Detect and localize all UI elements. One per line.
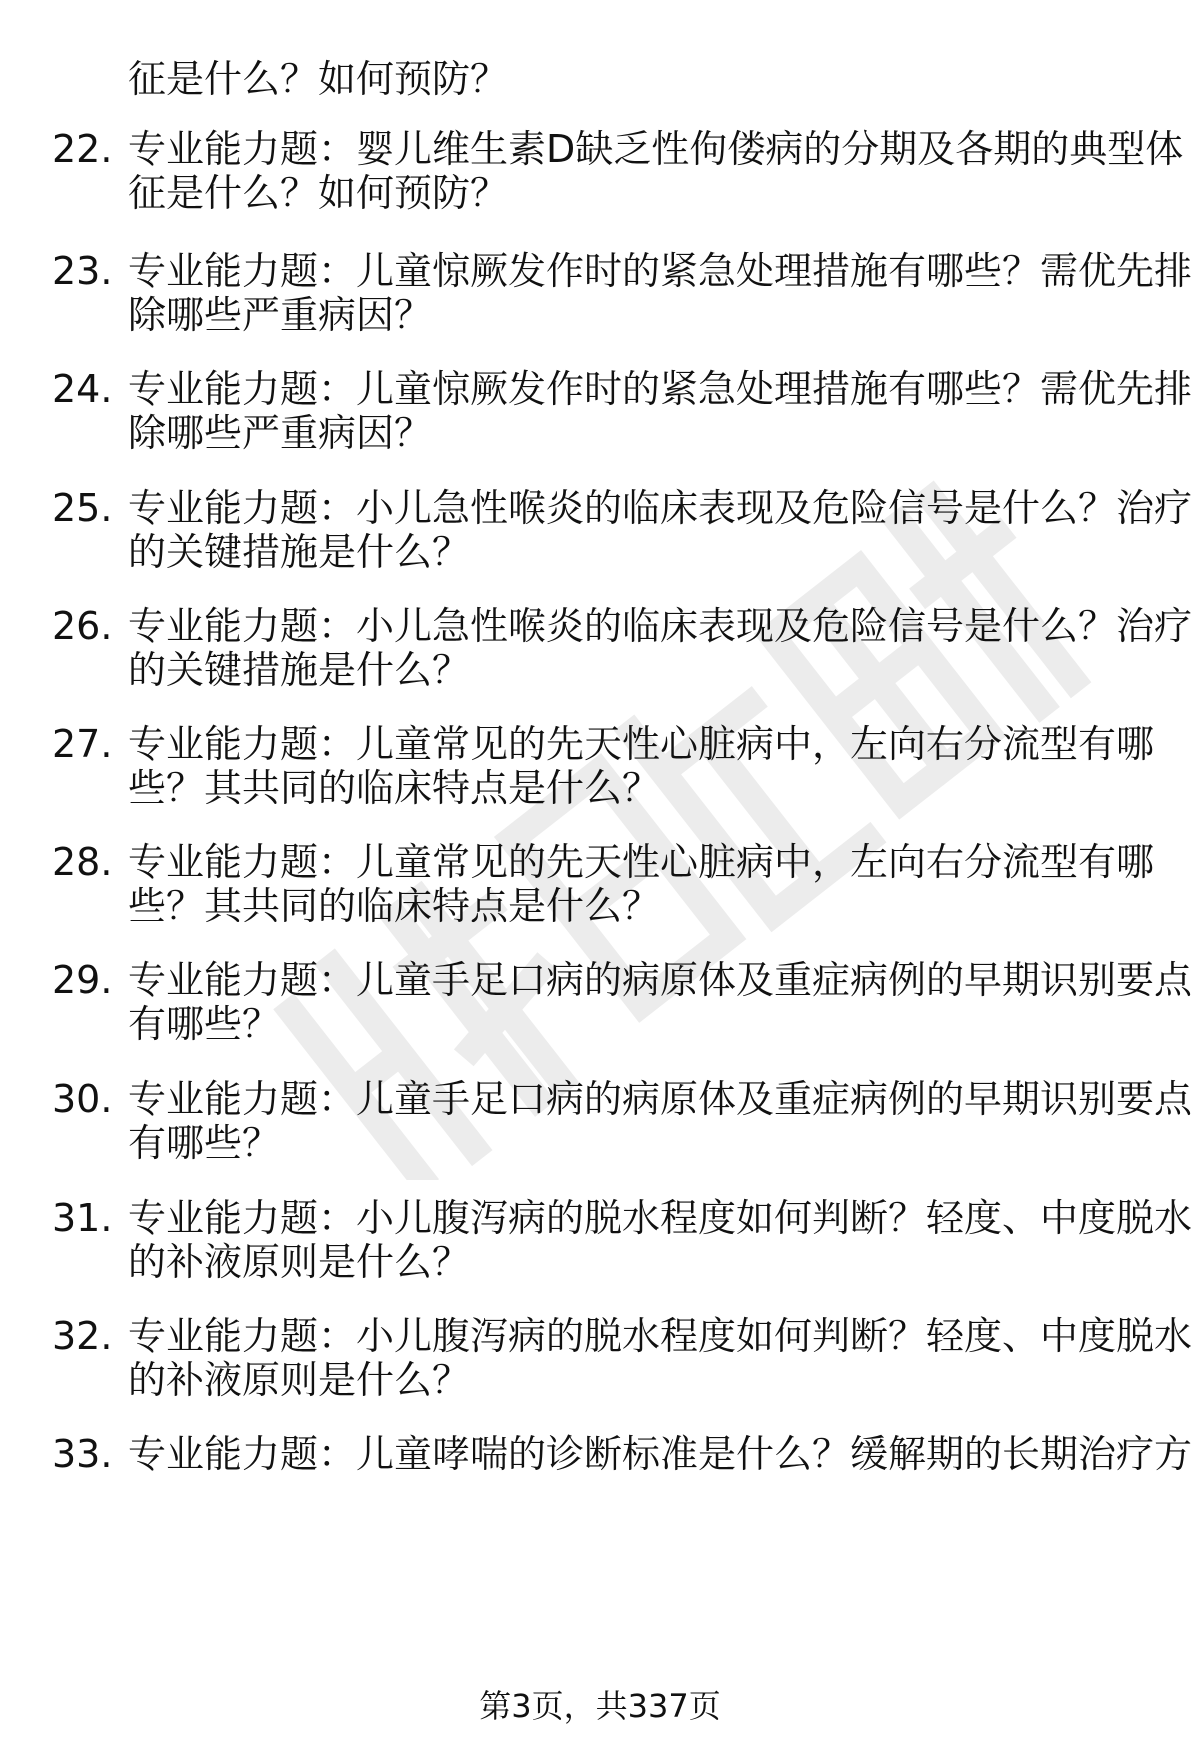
question-number: 23. [52,249,113,293]
question-text-line2: 的关键措施是什么？ [128,530,471,574]
page-footer: 第3页，共337页 [479,1687,721,1725]
continuation-line: 征是什么？如何预防？ [128,57,509,101]
question-number: 32. [52,1314,113,1358]
question-text-line1: 专业能力题：小儿腹泻病的脱水程度如何判断？轻度、中度脱水 [128,1196,1193,1240]
question-number: 31. [52,1196,113,1240]
question-text-line1: 专业能力题：儿童惊厥发作时的紧急处理措施有哪些？需优先排 [128,249,1193,293]
question-number: 27. [52,722,113,766]
question-text-line1: 专业能力题：儿童惊厥发作时的紧急处理措施有哪些？需优先排 [128,367,1193,411]
question-number: 24. [52,367,113,411]
question-text-line1: 专业能力题：小儿急性喉炎的临床表现及危险信号是什么？治疗 [128,604,1193,648]
question-number: 22. [52,127,113,171]
question-text-line1: 专业能力题：儿童常见的先天性心脏病中，左向右分流型有哪 [128,722,1155,766]
question-number: 28. [52,840,113,884]
question-number: 25. [52,486,113,530]
question-number: 33. [52,1432,113,1476]
question-text-line2: 征是什么？如何预防？ [128,171,509,215]
question-number: 26. [52,604,113,648]
question-text-line1: 专业能力题：小儿急性喉炎的临床表现及危险信号是什么？治疗 [128,486,1193,530]
question-text-line2: 有哪些？ [128,1002,281,1046]
question-text-line1: 专业能力题：婴儿维生素D缺乏性佝偻病的分期及各期的典型体 [128,127,1184,171]
question-text-line1: 专业能力题：儿童手足口病的病原体及重症病例的早期识别要点 [128,958,1193,1002]
question-text-line2: 有哪些？ [128,1121,281,1165]
question-text-line1: 专业能力题：儿童哮喘的诊断标准是什么？缓解期的长期治疗方 [128,1432,1193,1476]
question-text-line2: 除哪些严重病因？ [128,411,433,455]
question-number: 30. [52,1077,113,1121]
question-number: 29. [52,958,113,1002]
question-text-line2: 些？其共同的临床特点是什么？ [128,766,661,810]
question-text-line2: 些？其共同的临床特点是什么？ [128,884,661,928]
question-text-line1: 专业能力题：小儿腹泻病的脱水程度如何判断？轻度、中度脱水 [128,1314,1193,1358]
question-text-line2: 的关键措施是什么？ [128,648,471,692]
question-text-line1: 专业能力题：儿童常见的先天性心脏病中，左向右分流型有哪 [128,840,1155,884]
question-text-line2: 的补液原则是什么？ [128,1240,471,1284]
question-text-line2: 的补液原则是什么？ [128,1358,471,1402]
question-text-line2: 除哪些严重病因？ [128,293,433,337]
watermark-graphic [180,480,1160,1180]
question-text-line1: 专业能力题：儿童手足口病的病原体及重症病例的早期识别要点 [128,1077,1193,1121]
